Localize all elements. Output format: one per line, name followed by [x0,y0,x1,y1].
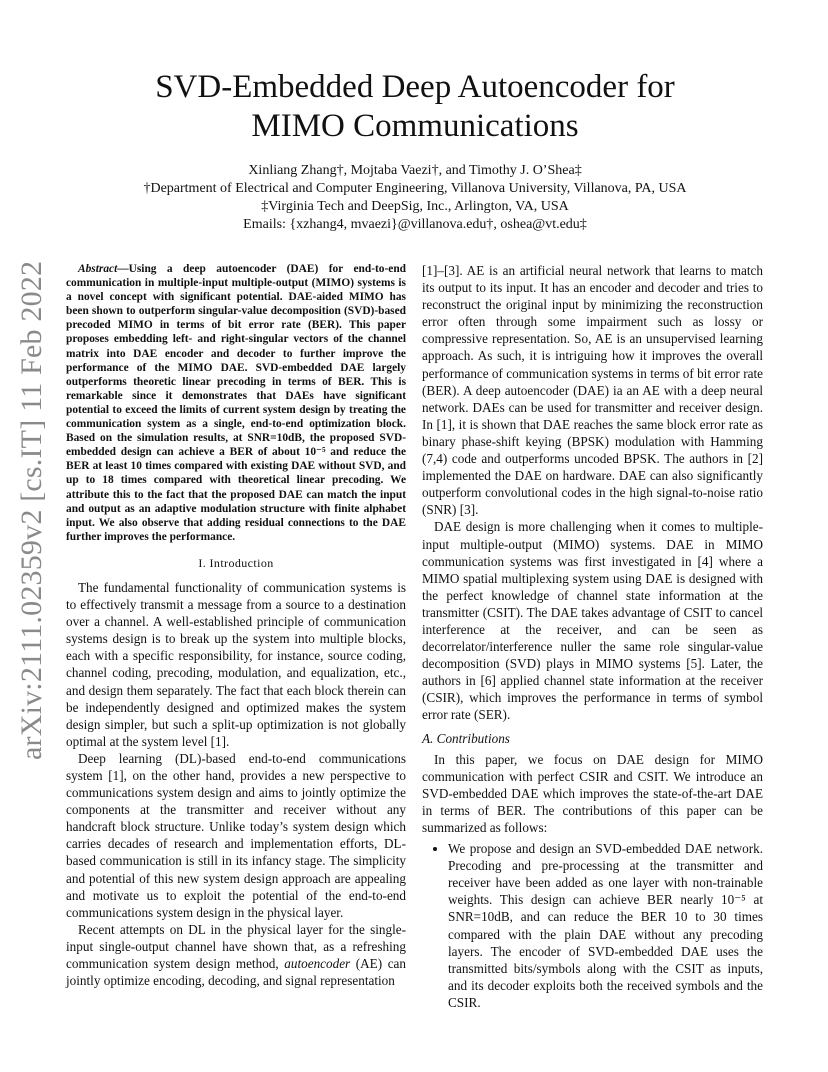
author-block [100,162,730,234]
affiliation-virginia-tech: ‡Virginia Tech and DeepSig, Inc., Arlington, VA, USA [261,199,569,214]
title-line-1: SVD-Embedded Deep Autoencoder for [155,69,675,105]
abstract [66,262,406,544]
author-emails: Emails: {xzhang4, mvaezi}@villanova.edu†, oshea@vt.edu‡ [243,217,587,232]
intro-paragraph-3: Recent attempts on DL in the physical layer for the single-input single-output channel have shown that, as a refreshing communication system design method, autoencoder (AE) can jointly optimize encoding, decoding, and signal representation [66,921,407,989]
abstract-label: Abstract [78,263,118,275]
arxiv-identifier: arXiv:2111.02359v2 [cs.IT] 11 Feb 2022 [15,260,48,760]
intro-paragraph-2: Deep learning (DL)-based end-to-end communications system [1], on the other hand, provides a new perspective to communications system design and aims to jointly optimize the components at the transmitter and receiver without any handcraft block structure. Unlike today’s system design which carries decades of research and implementation efforts, DL-based communication is still in its infancy stage. The simplicity and potential of this new system design approach are appealing and motivate us to exploit the potential of the end-to-end communications system design in the physical layer. [66,750,406,920]
right-paragraph-1: [1]–[3]. AE is an artificial neural network that learns to match its output to its input. It has an encoder and decoder and tries to reconstruct the original input by minimizing the reconstruction error often through some impairment such as lossy or compressive representation. So, AE is an unsupervised learning approach. As such, it is intriguing how it improves the overall performance of communication systems in terms of bit error rate (BER). A deep autoencoder (DAE) ia an AE with a deep neural network. DAEs can be used for transmitter and receiver design. In [1], it is shown that DAE reaches the same block error rate as binary phase-shift keying (BPSK) modulation with Hamming (7,4) code and outperforms uncoded BPSK. The authors in [2] implemented the DAE on hardware. DAE can also significantly outperform convolutional codes in the high signal-to-noise ratio (SNR) [3]. [422,263,763,518]
italic-term: autoencoder [284,956,351,972]
subsection-heading-contributions: A. Contributions [422,730,510,746]
section-heading-introduction: I. Introduction [198,555,274,570]
left-column [66,262,406,989]
right-paragraph-2: DAE design is more challenging when it comes to multiple-input multiple-output (MIMO) systems. DAE in MIMO communication systems was first investigated in [4] where a MIMO spatial multiplexing system using DAE is designed with the perfect knowledge of channel state information at the transmitter (CSIT). The DAE takes advantage of CSIT to cancel interference at the receiver, and can be seen as decorrelator/interference nuller the same role singular-value decomposition (SVD) plays in MIMO systems [5]. Later, the authors in [6] applied channel state information at the receiver (CSIR), which improves the performance in terms of symbol error rate (SER). [422,519,763,723]
paper-title [100,68,730,146]
affiliation-villanova: †Department of Electrical and Computer Engineering, Villanova University, Villanova, PA, USA [143,181,687,196]
intro-paragraph-1: The fundamental functionality of communication systems is to effectively transmit a message from a source to a destination over a channel. A well-established principle of communication systems design is to break up the system into multiple blocks, each with a specific responsibility, for instance, source coding, channel coding, precoding, modulation, and equalization, etc., and design them separately. The fact that each block therein can be independently designed and optimized makes the system design simpler, but such a split-up optimization is not globally optimal at the system level [1]. [66,579,406,749]
author-names: Xinliang Zhang†, Mojtaba Vaezi†, and Timothy J. O’Shea‡ [248,163,582,178]
contributions-paragraph: In this paper, we focus on DAE design for MIMO communication with perfect CSIR and CSIT. We introduce an SVD-embedded DAE which improves the state-of-the-art DAE in terms of BER. The contributions of this paper can be summarized as follows: [422,751,763,835]
abstract-text: —Using a deep autoencoder (DAE) for end-to-end communication in multiple-input multiple-output (MIMO) systems is a novel concept with significant potential. DAE-aided MIMO has been shown to outperform singular-value decomposition (SVD)-based precoded MIMO in terms of bit error rate (BER). This paper proposes embedding left- and right-singular vectors of the channel matrix into DAE encoder and decoder to further improve the performance of the MIMO DAE. SVD-embedded DAE largely outperforms theoretic linear precoding in terms of BER. This is remarkable since it demonstrates that DAEs have significant potential to exceed the limits of current system design by treating the communication system as a single, end-to-end optimization block. Based on the simulation results, at SNR=10dB, the proposed SVD-embedded design can achieve a BER of about 10⁻⁵ and reduce the BER at least 10 times compared with existing DAE without SVD, and up to 18 times compared with theoretical linear precoding. We attribute this to the fact that the proposed DAE can match the input and output as an adaptive modulation structure with finite alphabet input. We also observe that adding residual connections to the DAE further improves the performance. [66,263,406,543]
title-line-2: MIMO Communications [251,108,579,144]
contributions-list [422,840,763,1011]
right-column [422,262,763,1011]
contribution-bullet-1: • We propose and design an SVD-embedded DAE network. Precoding and pre-processing at the transmitter and receiver have been added as one layer with non-trainable weights. This design can achieve BER nearly 10⁻⁵ at SNR=10dB, and can reduce the BER 10 to 30 times compared with the plain DAE without any precoding layers. The encoder of SVD-embedded DAE uses the transmitted bits/symbols along with the CSIT as inputs, and its decoder exploits both the received symbols and the CSIR. [448,840,763,1011]
